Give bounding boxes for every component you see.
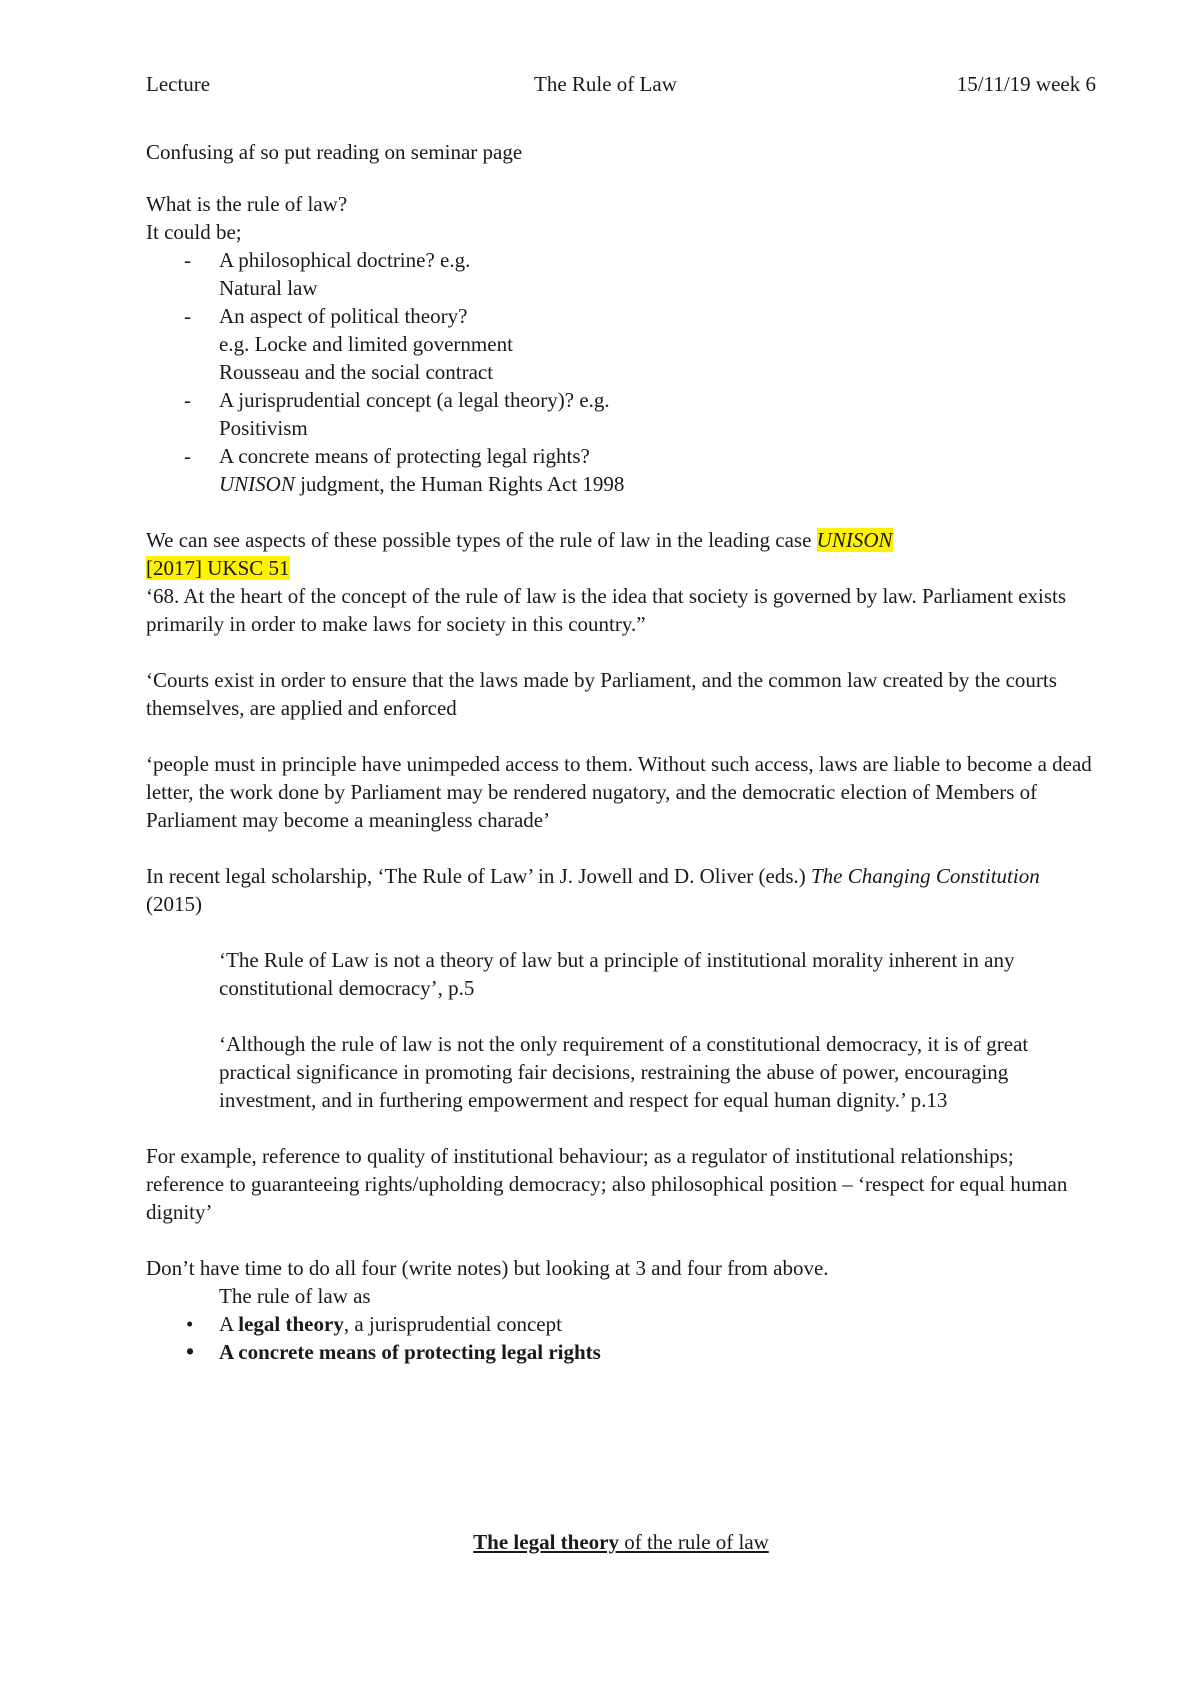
- scholarship-quote-2: ‘Although the rule of law is not the only requirement of a constitutional democracy, it is of great practical significance in promoting fair decisions, restraining the abuse of power, encouraging investment, and in furthering empowerment and respect for equal human dignity.’ p.13: [219, 1032, 1029, 1112]
- scholarship-paragraph: In recent legal scholarship, ‘The Rule of Law’ in J. Jowell and D. Oliver (eds.) The Changing Constitution (2015): [146, 864, 1040, 916]
- citation-highlight: [2017] UKSC 51: [146, 556, 290, 580]
- unison-quote-2: ‘Courts exist in order to ensure that the laws made by Parliament, and the common law created by the courts themselves, are applied and enforced: [146, 668, 1057, 720]
- options-list: [146, 246, 1096, 498]
- intro-note: Confusing af so put reading on seminar page: [146, 140, 523, 164]
- case-name-highlight: UNISON: [816, 528, 893, 552]
- header-title: The Rule of Law: [534, 72, 677, 96]
- header-left: Lecture: [146, 72, 211, 96]
- list-item: - A jurisprudential concept (a legal theory)? e.g. Positivism: [146, 386, 1096, 442]
- time-note: Don’t have time to do all four (write notes) but looking at 3 and four from above.: [146, 1256, 829, 1280]
- unison-quote-3: ‘people must in principle have unimpeded access to them. Without such access, laws are liable to become a dead letter, the work done by Parliament may be rendered nugatory, and the democratic election of Members of Parliament may become a meaningless charade’: [146, 752, 1092, 832]
- list-item: • A concrete means of protecting legal rights: [146, 1338, 1096, 1366]
- bullet-list: [146, 1310, 1096, 1366]
- rule-as: The rule of law as: [219, 1284, 371, 1308]
- document-page: [146, 70, 1096, 1554]
- example-paragraph: For example, reference to quality of institutional behaviour; as a regulator of institutional relationships; reference to guaranteeing rights/upholding democracy; also philosophical position – ‘respect for equal human dignity’: [146, 1144, 1068, 1224]
- book-title: The Changing Constitution: [811, 864, 1040, 888]
- header-date: 15/11/19 week 6: [956, 72, 1096, 96]
- scholarship-quote-1: ‘The Rule of Law is not a theory of law but a principle of institutional morality inherent in any constitutional democracy’, p.5: [219, 948, 1015, 1000]
- unison-quote-1: ‘68. At the heart of the concept of the rule of law is the idea that society is governed by law. Parliament exists primarily in order to make laws for society in this country.”: [146, 584, 1067, 636]
- page-header: [146, 70, 1096, 98]
- section-heading: The legal theory of the rule of law: [473, 1530, 769, 1554]
- list-item: - A concrete means of protecting legal rights? UNISON judgment, the Human Rights Act 1998: [146, 442, 1096, 498]
- list-item: • A legal theory, a jurisprudential concept: [146, 1310, 1096, 1338]
- could-be: It could be;: [146, 220, 242, 244]
- unison-paragraph: We can see aspects of these possible types of the rule of law in the leading case UNISON [2017] UKSC 51: [146, 528, 893, 580]
- list-item: - A philosophical doctrine? e.g. Natural law: [146, 246, 1096, 302]
- question: What is the rule of law?: [146, 192, 348, 216]
- list-item: - An aspect of political theory? e.g. Locke and limited government Rousseau and the social contract: [146, 302, 1096, 386]
